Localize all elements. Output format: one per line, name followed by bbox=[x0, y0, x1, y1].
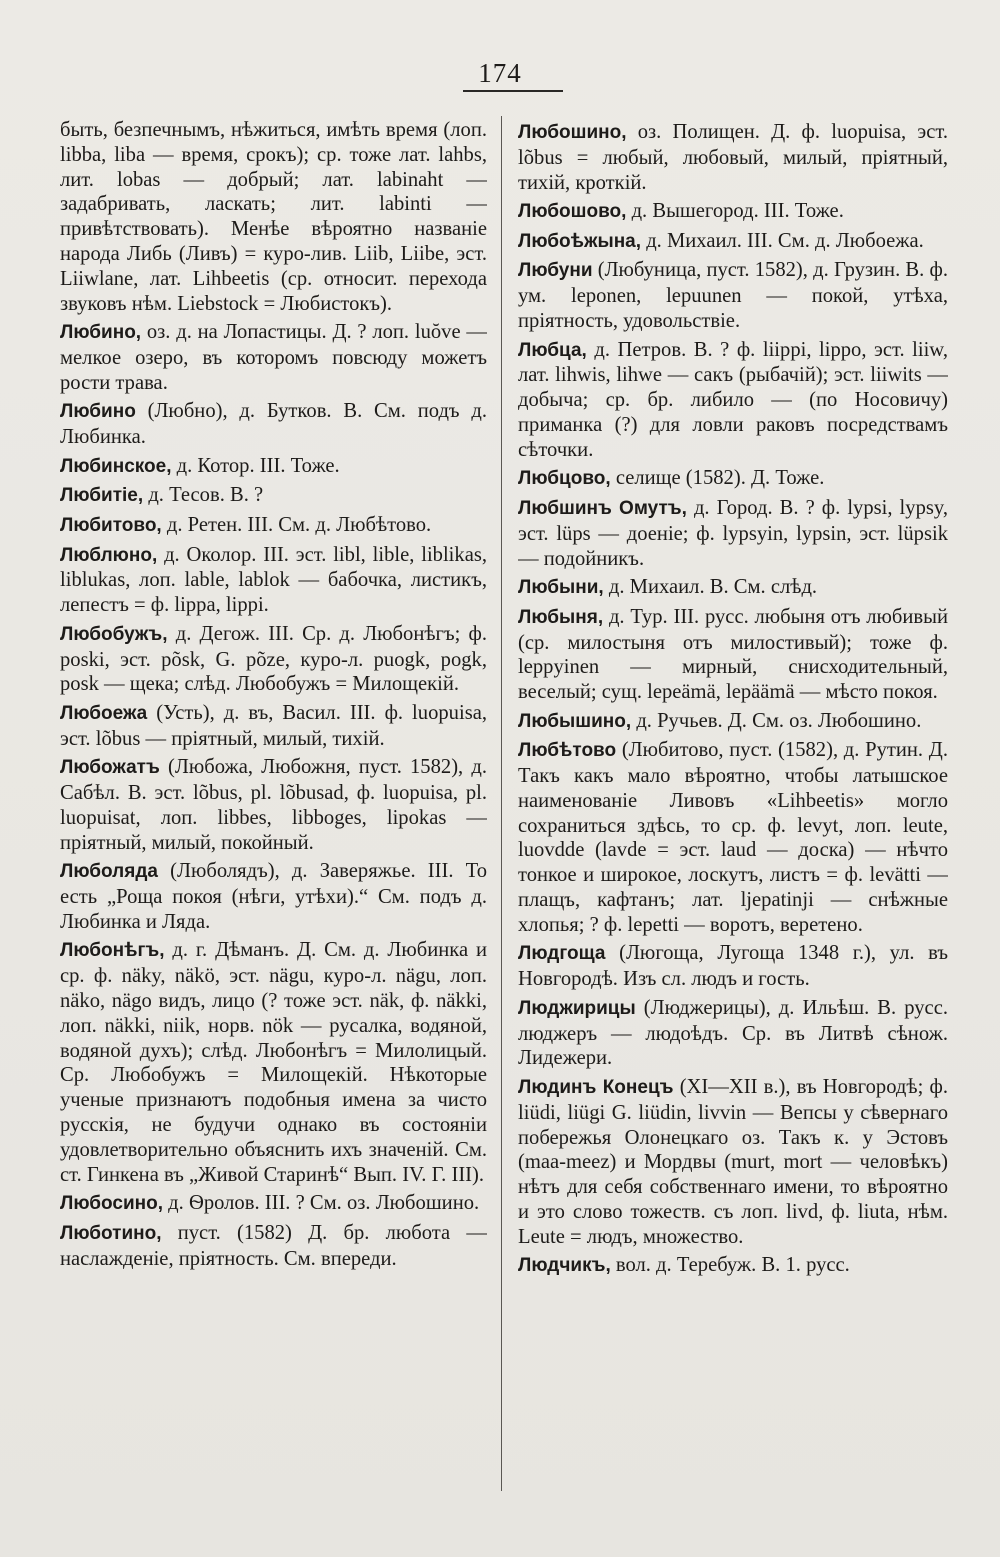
entry-text: (XI—XII в.), въ Новгородѣ; ф. liüdi, liügi G. liüdin, livvin — Вепсы у сѣвернаго побережья Олонецкаго оз. Такъ к. у Эстовъ (maa-meez) и Мордвы (murt, mort — человѣкъ) нѣтъ для себя собственнаго имени, то вѣроятно и это слово тожеств. съ лоп. livd, ф. liuta, нѣм. Leute = людъ, множество. bbox=[518, 1076, 948, 1248]
entry-headword: Люболяда bbox=[60, 861, 158, 883]
entry-text: (Любуница, пуст. 1582), д. Грузин. В. ф. ум. leponen, lepuunen — покой, утѣха, пріятность, удовольствіе. bbox=[518, 259, 948, 332]
entry-text: д. Ѳролов. III. ? См. оз. Любошино. bbox=[168, 1192, 480, 1215]
entry-headword: Любцово, bbox=[518, 468, 611, 490]
entry-headword: Людинъ Конецъ bbox=[518, 1077, 674, 1099]
entry-headword: Любожатъ bbox=[60, 757, 160, 779]
entry-text: (Любитово, пуст. (1582), д. Рутин. Д. Такъ какъ мало вѣроятно, чтобы латышское наименованіе Ливовъ «Lihbeetis» могло сохраниться здѣсь, то ср. ф. levyt, лоп. leute, luovdde (lavde = эст. laud — доска) — нѣчто тонкое и широкое, лоскутъ, листъ = ф. levätti — плащъ, кафтанъ; лат. ljepatinji — снѣжные хлопья; ? ф. lepetti — воротъ, веретено. bbox=[518, 739, 948, 936]
entry-headword: Любонѣгъ, bbox=[60, 940, 165, 962]
entry-text: д. Тур. III. русс. любыня отъ любивый (ср. милостыня отъ милостивый); тоже ф. leppyinen — мирный, снисходительный, веселый; сущ. lepeämä, lepäämä — мѣсто покоя. bbox=[518, 605, 948, 704]
entry-text: д. г. Дѣманъ. Д. См. д. Любинка и ср. ф. näky, näkö, эст. nägu, куро-л. nägu, лоп. näko, nägo видъ, лицо (? тоже эст. näk, ф. näkki, лоп. näkki, niik, норв. nök — русалка, водяной, водяной духъ); слѣд. Любонѣгъ = Милолицый. Ср. Любобужъ = Милощекій. Нѣкоторые ученые признаютъ подобныя имена за чисто русскія, не будучи однако въ состояніи удовлетворительно объяснить ихъ значеній. См. ст. Гинкена въ „Живой Старинѣ“ Вып. IV. Г. III). bbox=[60, 939, 487, 1186]
dictionary-entry bbox=[60, 483, 487, 509]
entry-text: д. Ручьев. Д. См. оз. Любошино. bbox=[636, 709, 922, 732]
page-number: 174 bbox=[478, 58, 522, 88]
entry-headword: Любитіе, bbox=[60, 485, 144, 507]
entry-text: оз. д. на Лопастицы. Д. ? лоп. luŏve — мелкое озеро, въ которомъ повсюду можетъ рости трава. bbox=[60, 321, 487, 394]
entry-text: д. Михаил. В. См. слѣд. bbox=[608, 576, 818, 599]
entry-headword: Любитово, bbox=[60, 514, 162, 536]
entry-headword: Любинское, bbox=[60, 455, 172, 477]
dictionary-entry bbox=[60, 1221, 487, 1272]
entry-text: (Любожа, Любожня, пуст. 1582), д. Сабѣл. В. эст. lõbus, pl. lõbusad, ф. luopuisa, pl. luopuisat, лоп. libbes, libboges, lipokas — пріятный, милый, покойный. bbox=[60, 756, 487, 854]
dictionary-entry bbox=[60, 118, 487, 316]
entry-headword: Любыня, bbox=[518, 606, 604, 628]
dictionary-entry bbox=[518, 120, 948, 195]
entry-text: д. Тесов. В. ? bbox=[148, 484, 264, 507]
entry-text: д. Котор. III. Тоже. bbox=[176, 454, 340, 477]
entry-headword: Людчикъ, bbox=[518, 1255, 611, 1277]
dictionary-entry bbox=[60, 755, 487, 855]
entry-text: д. Петров. В. ? ф. liippi, lippo, эст. liiw, лат. lihwis, lihwe — сакъ (рыбачій); эст. liiwits — добыча; ср. бр. либило — (по Носовичу) приманка (?) для ловли раковъ посредствамъ сѣточки. bbox=[518, 338, 948, 461]
dictionary-entry bbox=[518, 996, 948, 1071]
dictionary-entry bbox=[518, 496, 948, 571]
entry-text: д. Михаил. III. См. д. Любоежа. bbox=[646, 229, 924, 252]
column-divider bbox=[501, 116, 502, 1491]
left-column bbox=[60, 118, 487, 1518]
entry-text: (Люджерицы), д. Ильѣш. В. русс. люджеръ — людоѣдъ. Ср. въ Литвѣ сѣнож. Лидежери. bbox=[518, 996, 948, 1070]
entry-headword: Любшинъ Омутъ, bbox=[518, 497, 687, 519]
entry-headword: Любуни bbox=[518, 260, 593, 282]
entry-headword: Любца, bbox=[518, 339, 587, 361]
entry-text: пуст. (1582) Д. бр. любота — наслажденіе, пріятность. См. впереди. bbox=[60, 1221, 487, 1270]
entry-headword: Любоѣжына, bbox=[518, 230, 642, 252]
entry-text: (Усть), д. въ, Васил. III. ф. luopuisa, эст. lõbus — пріятный, милый, тихій. bbox=[60, 701, 487, 750]
dictionary-entry bbox=[60, 513, 487, 539]
entry-headword: Любосино, bbox=[60, 1193, 164, 1215]
dictionary-entry bbox=[518, 466, 948, 492]
entry-headword: Любѣтово bbox=[518, 740, 617, 762]
entry-text: селище (1582). Д. Тоже. bbox=[615, 467, 825, 490]
entry-headword: Любино, bbox=[60, 322, 142, 344]
entry-text: д. Город. В. ? ф. lypsi, lypsy, эст. lüps — доеніе; ф. lypsyin, lypsin, эст. lüpsik — подойникъ. bbox=[518, 496, 948, 570]
dictionary-entry bbox=[60, 938, 487, 1187]
dictionary-entry bbox=[60, 1191, 487, 1217]
entry-headword: Люджирицы bbox=[518, 997, 636, 1019]
dictionary-entry bbox=[518, 709, 948, 735]
header-rule bbox=[463, 90, 563, 92]
entry-text: быть, безпечнымъ, нѣжиться, имѣть время (лоп. libba, liba — время, срокъ); ср. тоже лат. lahbs, лит. lobas — добрый; лат. labinaht — задабривать, ласкать; лит. labinti — привѣтствовать). Менѣе вѣроятно названіе народа Либь (Ливъ) = куро-лив. Liib, Liibe, эст. Liiwlane, лат. Lihbeetis (ср. относит. перехода звуковъ нѣм. Liebstock = Любистокъ). bbox=[60, 119, 487, 315]
dictionary-entry bbox=[60, 622, 487, 697]
entry-headword: Любыни, bbox=[518, 577, 604, 599]
dictionary-entry bbox=[60, 701, 487, 752]
dictionary-entry bbox=[60, 859, 487, 934]
entry-headword: Любошино, bbox=[518, 122, 627, 143]
entry-headword: Любино bbox=[60, 401, 136, 423]
entry-text: д. Дегож. III. Ср. д. Любонѣгъ; ф. poski, эст. põsk, G. põze, куро-л. puogk, pogk, posk — щека; слѣд. Любобужъ = Милощекій. bbox=[60, 622, 487, 696]
entry-text: д. Околор. III. эст. libl, lible, liblikas, liblukas, лоп. lable, lablok — бабочка, листикъ, лепестъ = ф. lippa, lippi. bbox=[60, 543, 487, 617]
entry-text: д. Ретен. III. См. д. Любѣтово. bbox=[166, 513, 432, 536]
dictionary-entry bbox=[518, 1075, 948, 1250]
dictionary-entry bbox=[518, 941, 948, 992]
dictionary-entry bbox=[518, 575, 948, 601]
dictionary-entry bbox=[518, 1253, 948, 1279]
entry-text: оз. Полищен. Д. ф. luopuisa, эст. lõbus = любый, любовый, милый, пріятный, тихій, кроткій. bbox=[518, 121, 948, 194]
dictionary-entry bbox=[518, 199, 948, 225]
entry-text: (Люгоща, Лугоща 1348 г.), ул. въ Новгородѣ. Изъ сл. людъ и гость. bbox=[518, 942, 948, 991]
entry-headword: Любобужъ, bbox=[60, 623, 168, 645]
dictionary-entry bbox=[518, 738, 948, 937]
dictionary-entry bbox=[518, 605, 948, 705]
entry-headword: Любошово, bbox=[518, 201, 627, 223]
entry-text: д. Вышегород. III. Тоже. bbox=[631, 200, 844, 223]
entry-text: (Любно), д. Бутков. В. См. подъ д. Любинка. bbox=[60, 400, 487, 449]
entry-headword: Люботино, bbox=[60, 1222, 162, 1244]
dictionary-entry bbox=[518, 229, 948, 255]
dictionary-entry bbox=[518, 258, 948, 333]
dictionary-entry bbox=[60, 399, 487, 450]
dictionary-entry bbox=[60, 543, 487, 618]
right-column bbox=[518, 120, 948, 1520]
entry-text: (Люболядъ), д. Заверяжье. III. То есть „Роща покоя (нѣги, утѣхи).“ См. подъ д. Любинка и Ляда. bbox=[60, 860, 487, 933]
entry-headword: Любоежа bbox=[60, 702, 148, 724]
entry-headword: Любышино, bbox=[518, 710, 632, 732]
dictionary-entry bbox=[60, 320, 487, 395]
dictionary-entry bbox=[60, 454, 487, 480]
entry-headword: Люблюно, bbox=[60, 544, 158, 566]
dictionary-entry bbox=[518, 338, 948, 463]
entry-headword: Людгоща bbox=[518, 943, 606, 965]
entry-text: вол. д. Теребуж. В. 1. русс. bbox=[615, 1254, 850, 1277]
